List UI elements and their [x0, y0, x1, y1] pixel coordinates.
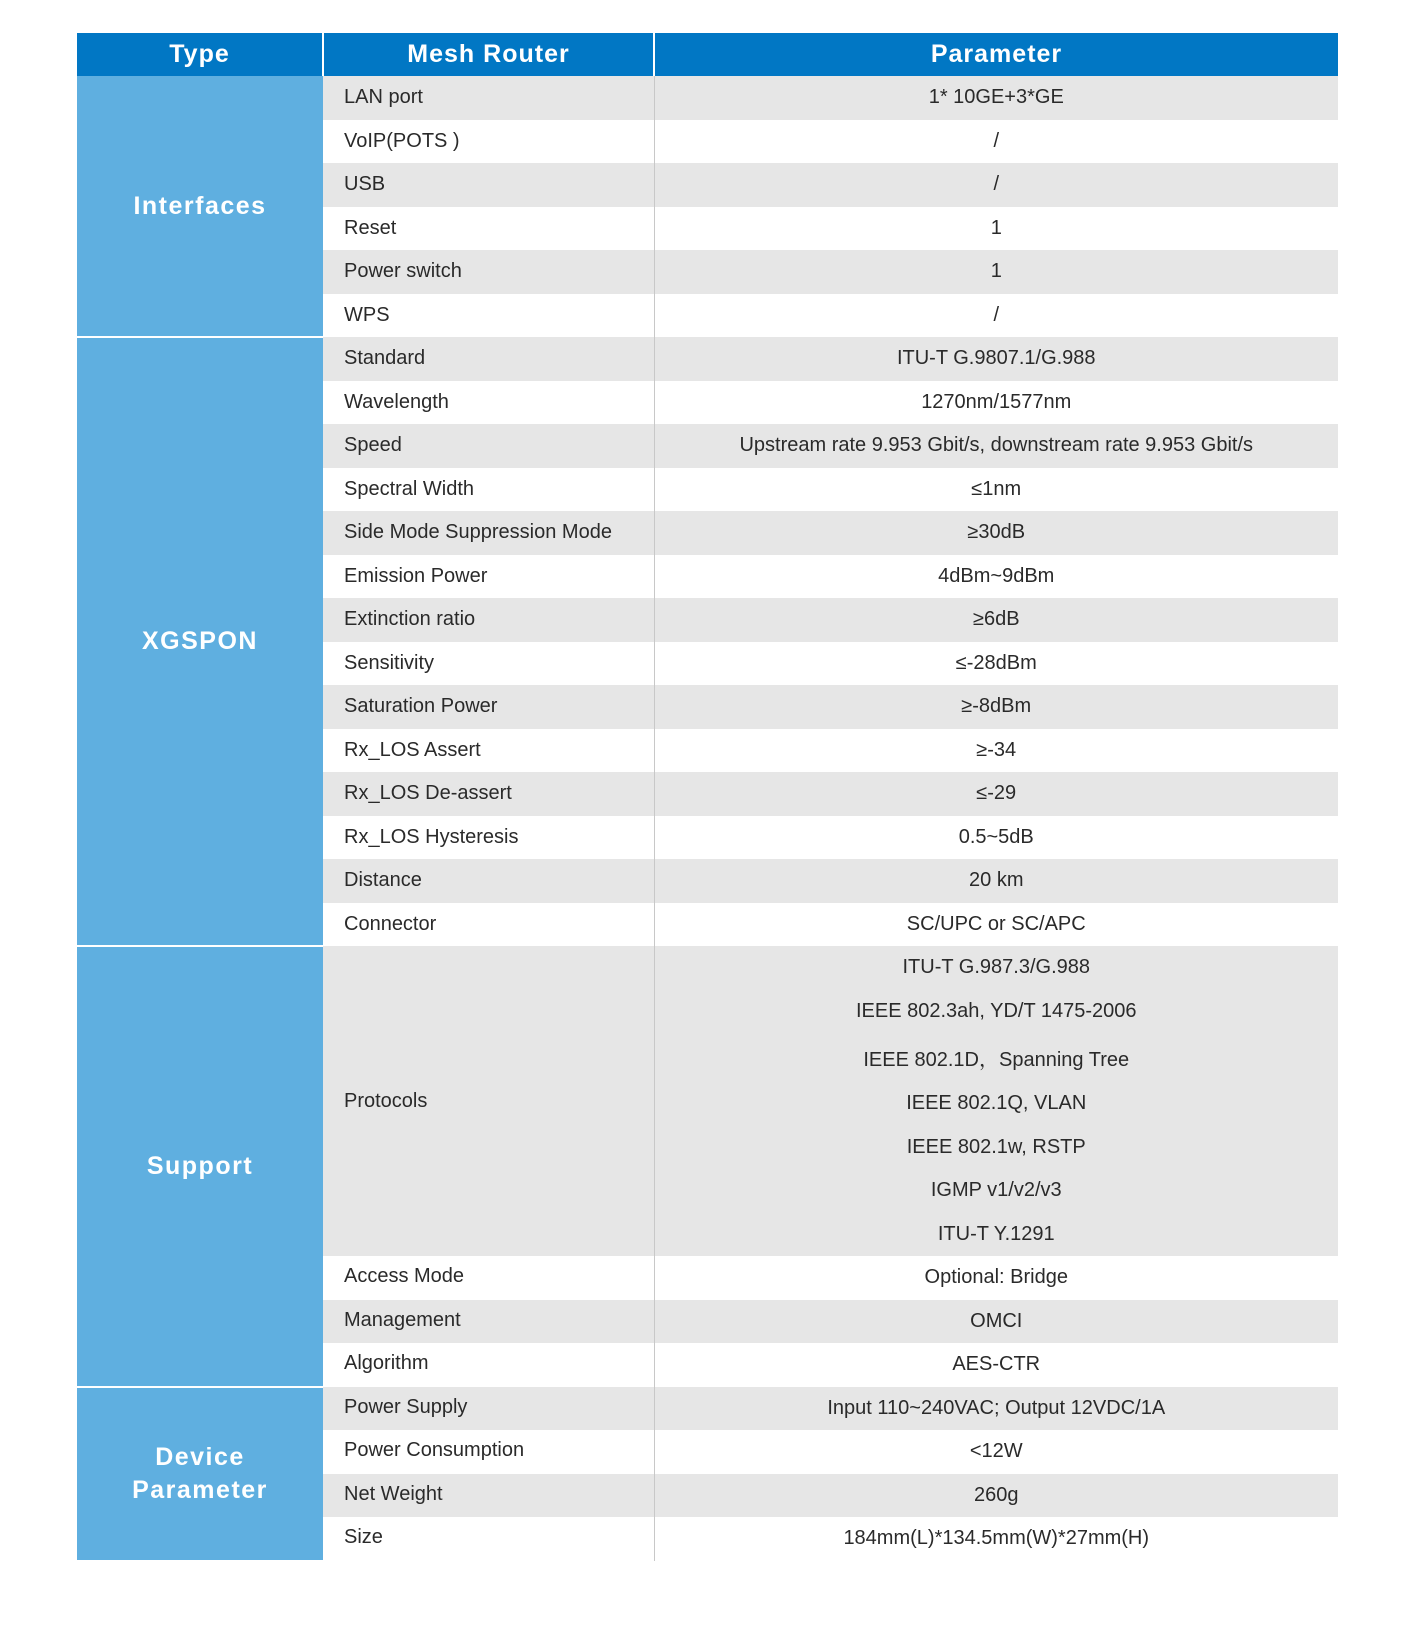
row-name: WPS — [323, 294, 654, 338]
group-xgspon: XGSPON — [77, 337, 323, 946]
row-value: ≥30dB — [654, 511, 1338, 555]
table-row — [77, 1387, 1338, 1431]
row-name: Extinction ratio — [323, 598, 654, 642]
row-value: 1 — [654, 250, 1338, 294]
row-name: Power Supply — [323, 1387, 654, 1431]
row-value: 1 — [654, 207, 1338, 251]
row-name: VoIP(POTS ) — [323, 120, 654, 164]
row-name: Rx_LOS Assert — [323, 729, 654, 773]
row-value: <12W — [654, 1430, 1338, 1474]
protocol-item: IEEE 802.3ah, YD/T 1475-2006 — [855, 999, 1137, 1022]
row-name: Algorithm — [323, 1343, 654, 1387]
row-value: ≤-29 — [654, 772, 1338, 816]
group-device-parameter — [77, 1387, 323, 1561]
row-value: 4dBm~9dBm — [654, 555, 1338, 599]
spec-table — [77, 33, 1338, 1562]
header-model: Mesh Router — [323, 33, 654, 76]
row-value: ≥-34 — [654, 729, 1338, 773]
row-name: Side Mode Suppression Mode — [323, 511, 654, 555]
row-value: Input 110~240VAC; Output 12VDC/1A — [654, 1387, 1338, 1431]
row-value: 20 km — [654, 859, 1338, 903]
row-name: Net Weight — [323, 1474, 654, 1518]
row-value: ≤-28dBm — [654, 642, 1338, 686]
row-value: / — [654, 163, 1338, 207]
row-name: Rx_LOS De-assert — [323, 772, 654, 816]
protocol-item: IEEE 802.1w, RSTP — [906, 1135, 1086, 1158]
header-parameter: Parameter — [654, 33, 1338, 76]
row-value: 0.5~5dB — [654, 816, 1338, 860]
table-row — [77, 337, 1338, 381]
row-value: OMCI — [654, 1300, 1338, 1344]
row-name: Standard — [323, 337, 654, 381]
protocol-item: IGMP v1/v2/v3 — [930, 1179, 1062, 1201]
row-name: Emission Power — [323, 555, 654, 599]
row-value: SC/UPC or SC/APC — [654, 903, 1338, 947]
row-name: Wavelength — [323, 381, 654, 425]
row-value: ≤1nm — [654, 468, 1338, 512]
row-name: Protocols — [323, 946, 654, 1256]
row-value: 184mm(L)*134.5mm(W)*27mm(H) — [654, 1517, 1338, 1561]
row-name: Reset — [323, 207, 654, 251]
row-name: Spectral Width — [323, 468, 654, 512]
row-name: Power Consumption — [323, 1430, 654, 1474]
row-name: Rx_LOS Hysteresis — [323, 816, 654, 860]
protocol-item: IEEE 802.1Q, VLAN — [906, 1092, 1087, 1114]
row-name: Connector — [323, 903, 654, 947]
row-name: Power switch — [323, 250, 654, 294]
row-name: Sensitivity — [323, 642, 654, 686]
row-value: ≥-8dBm — [654, 685, 1338, 729]
row-name: USB — [323, 163, 654, 207]
row-value: Optional: Bridge — [654, 1256, 1338, 1300]
table-row — [77, 76, 1338, 120]
protocol-item: IEEE 802.1D，Spanning Tree — [863, 1049, 1130, 1071]
protocol-item: ITU-T Y.1291 — [937, 1222, 1055, 1245]
row-name: Distance — [323, 859, 654, 903]
group-support: Support — [77, 946, 323, 1387]
row-value: ITU-T G.9807.1/G.988 — [654, 337, 1338, 381]
row-name: Size — [323, 1517, 654, 1561]
protocols-list — [654, 946, 1338, 1256]
row-name: Access Mode — [323, 1256, 654, 1300]
row-value: ≥6dB — [654, 598, 1338, 642]
row-name: Management — [323, 1300, 654, 1344]
header-type: Type — [77, 33, 323, 76]
row-value: 1270nm/1577nm — [654, 381, 1338, 425]
group-device-line1: Device — [155, 1442, 245, 1471]
row-name: Saturation Power — [323, 685, 654, 729]
row-value: AES-CTR — [654, 1343, 1338, 1387]
row-name: LAN port — [323, 76, 654, 120]
table-row-protocols — [77, 946, 1338, 1256]
row-value: / — [654, 294, 1338, 338]
protocol-item: ITU-T G.987.3/G.988 — [902, 956, 1090, 978]
row-value: 1* 10GE+3*GE — [654, 76, 1338, 120]
row-value: Upstream rate 9.953 Gbit/s, downstream rate 9.953 Gbit/s — [654, 424, 1338, 468]
group-device-line2: Parameter — [132, 1475, 268, 1504]
row-value: 260g — [654, 1474, 1338, 1518]
row-name: Speed — [323, 424, 654, 468]
group-interfaces: Interfaces — [77, 76, 323, 337]
row-value: / — [654, 120, 1338, 164]
header-row — [77, 33, 1338, 76]
